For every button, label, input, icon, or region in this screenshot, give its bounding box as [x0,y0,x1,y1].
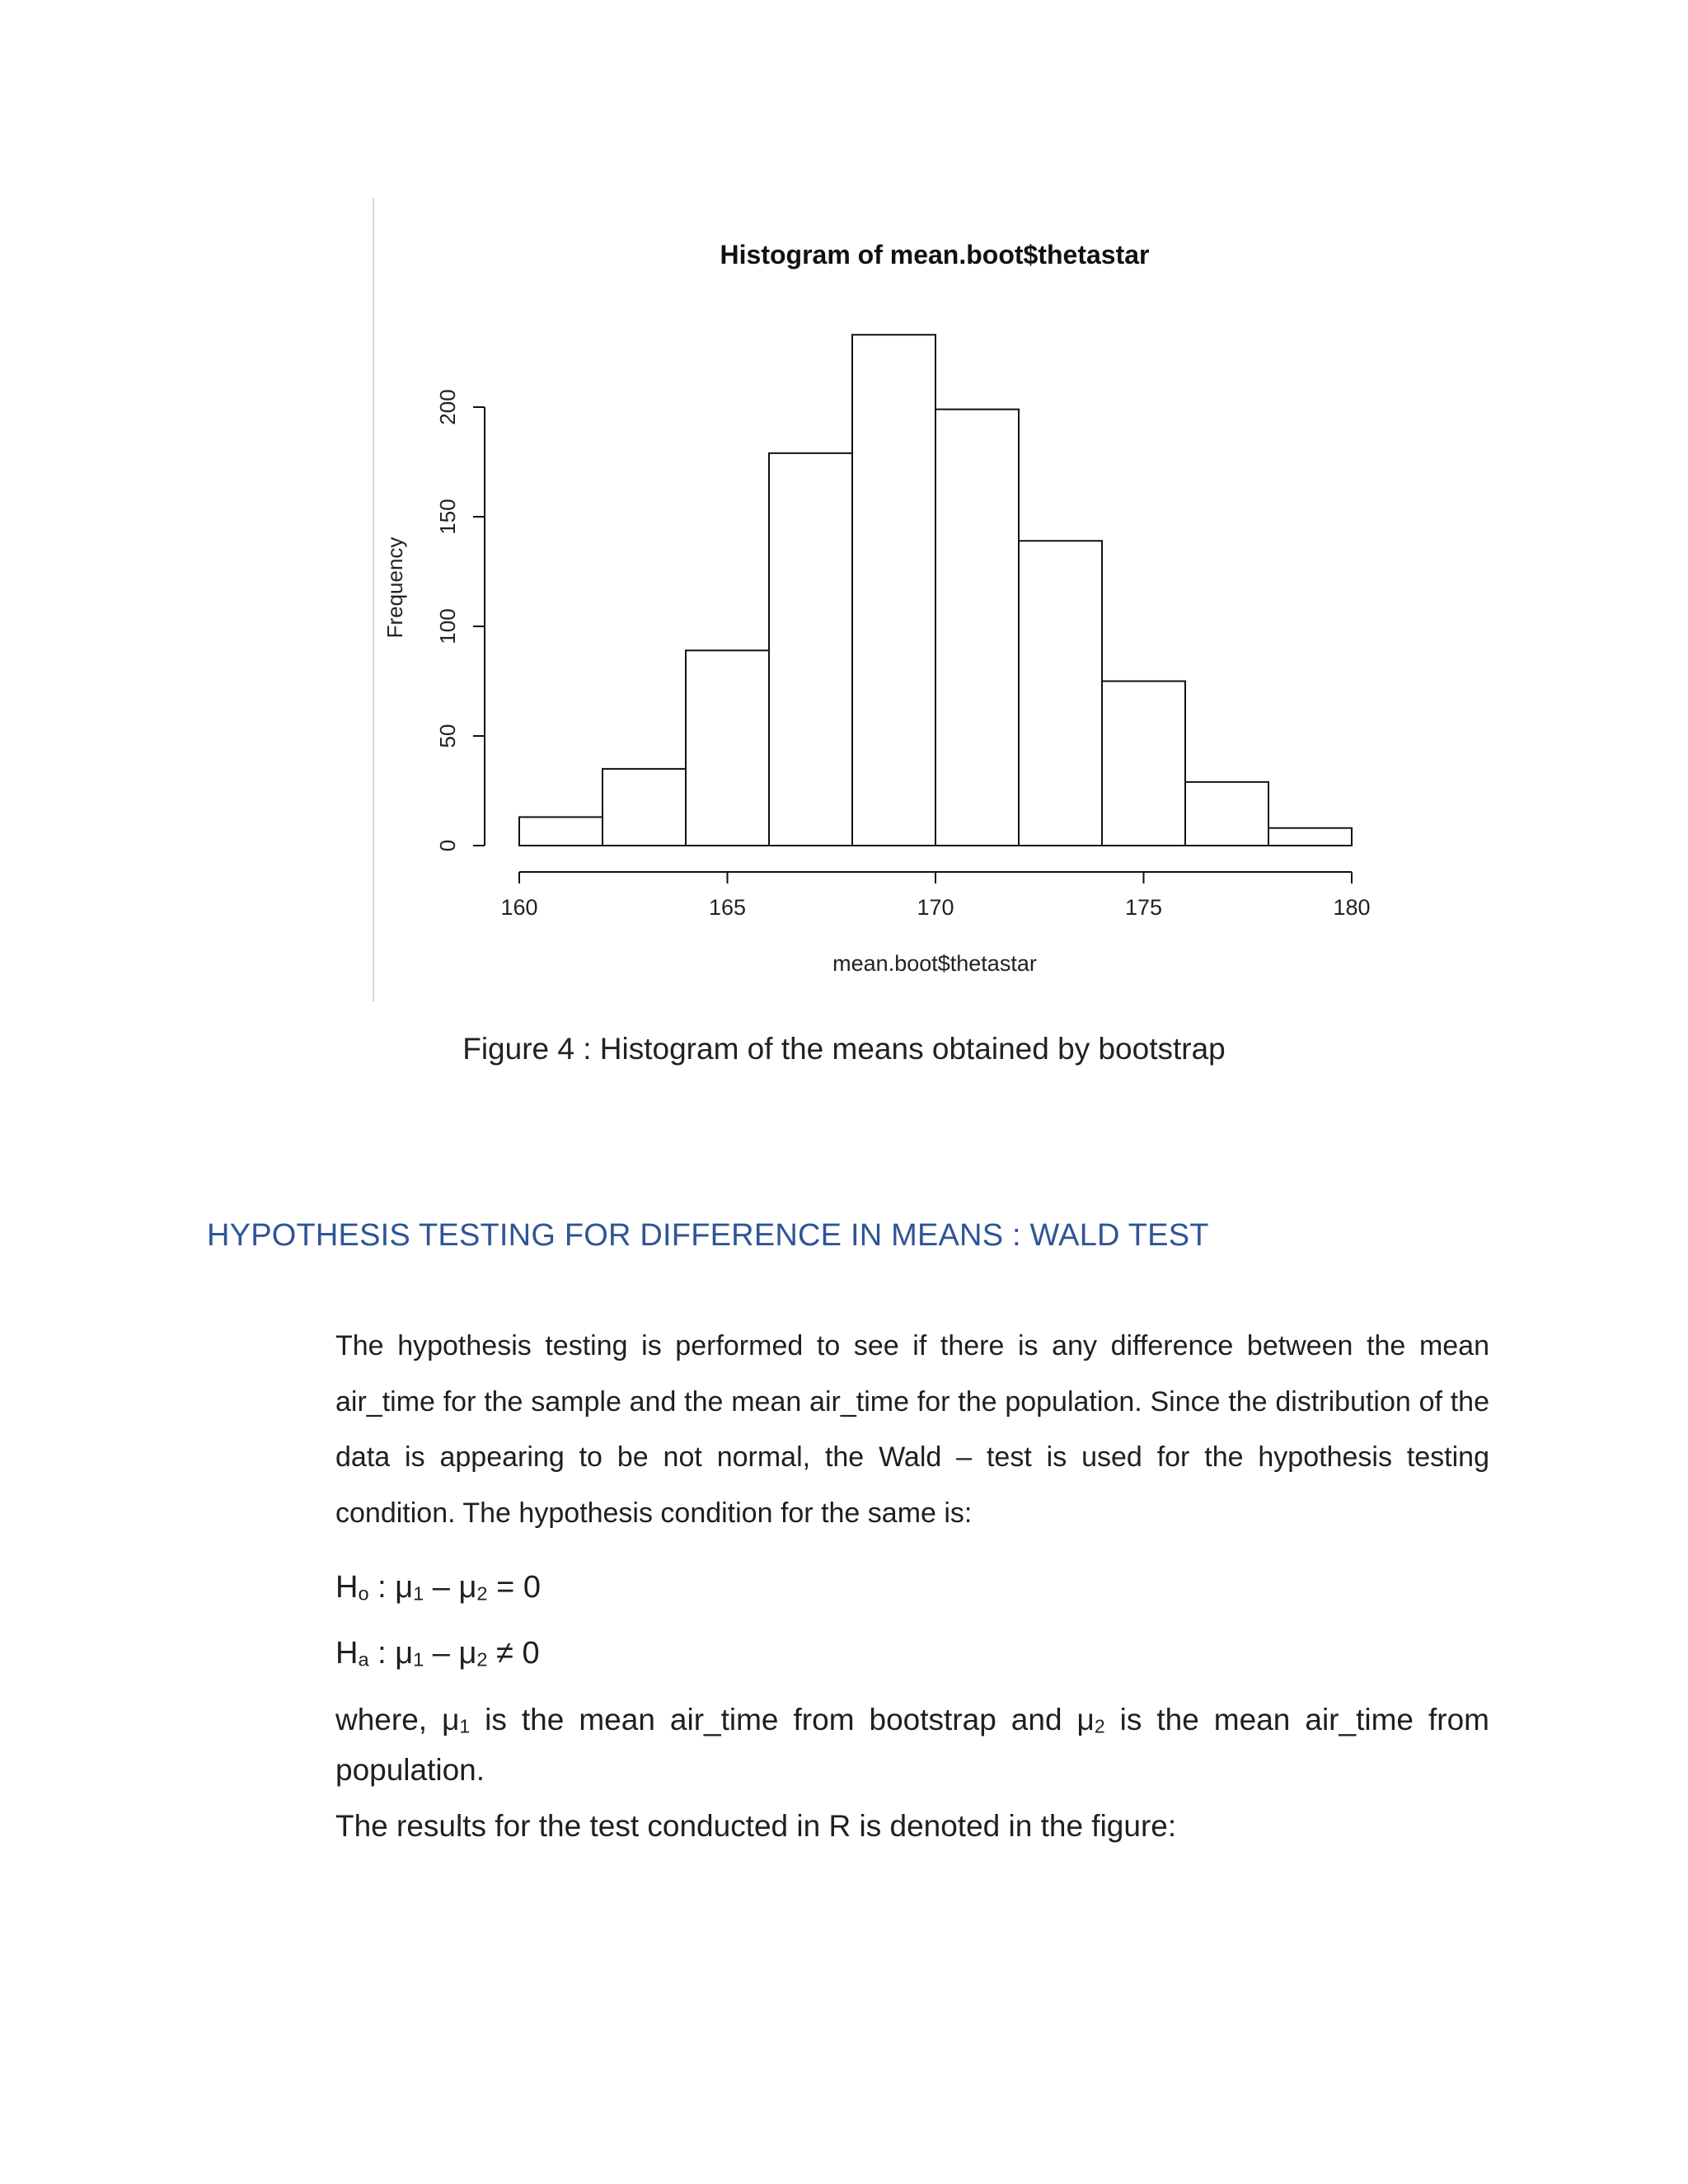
histogram-bar [935,410,1019,846]
x-tick-label: 160 [500,895,538,920]
histogram-bar [1268,828,1352,846]
histogram-bar [1019,541,1102,846]
body-paragraph: The hypothesis testing is performed to see if there is any difference between the mean air_time for the sample and the mean air_time for the population. Since the distribution of the data is appearing to be not normal, the Wald – test is used for the hypothesis testing condition. The hypothesis condition for the same is: [335,1330,1489,1529]
y-tick-label: 150 [435,499,460,535]
null-hypothesis: $H_o$ : $\mu_1 - \mu_2 = 0$ [335,1570,541,1605]
histogram-bar [1185,782,1268,846]
histogram-bar [686,650,769,846]
results-sentence: The results for the test conducted in R is denoted in the figure: [335,1809,1177,1843]
y-tick-label: 200 [435,389,460,425]
bars-group [519,335,1352,846]
x-tick-label: 165 [708,895,747,920]
where-explanation: where, $\mu_1$ is the mean air_time from bootstrap and $\mu_2$ is the mean air_time from population. [335,1703,1489,1788]
histogram-bar [603,769,686,846]
x-axis-label: mean.boot$thetastar [832,951,1037,976]
y-axis-label: Frequency [382,537,407,639]
histogram-chart [0,0,1688,1022]
figure-caption: Figure 4 : Histogram of the means obtained by bootstrap [462,1032,1226,1066]
section-heading: HYPOTHESIS TESTING FOR DIFFERENCE IN MEANS : WALD TEST [207,1218,1209,1253]
x-tick-label: 170 [917,895,954,920]
histogram-bar [852,335,935,846]
x-tick-label: 175 [1124,895,1163,920]
y-tick-label: 0 [435,839,460,852]
histogram-bar [519,817,603,846]
histogram-bar [769,453,852,846]
chart-title: Histogram of mean.boot$thetastar [720,240,1150,269]
histogram-bar [1102,682,1185,846]
y-tick-label: 50 [435,724,460,748]
alternative-hypothesis: $H_a$ : $\mu_1 - \mu_2 \ne 0$ [335,1636,540,1671]
x-tick-label: 180 [1333,895,1371,920]
y-tick-label: 100 [435,608,460,644]
